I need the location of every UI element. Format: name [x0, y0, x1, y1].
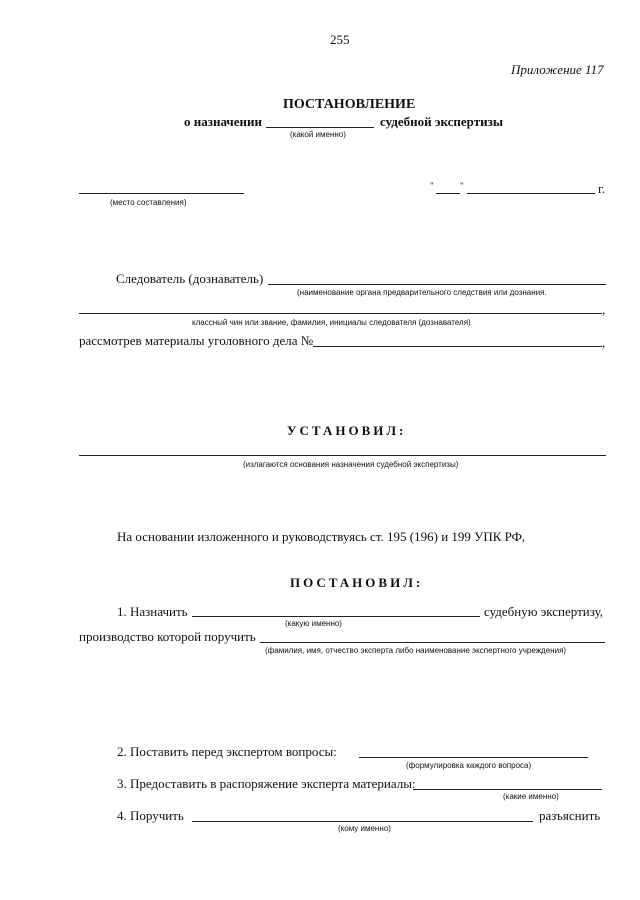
appendix-label: Приложение 117	[511, 62, 604, 77]
case-label: рассмотрев материалы уголовного дела №	[79, 333, 314, 348]
hint-kind: (какой именно)	[290, 130, 346, 139]
day-line[interactable]	[436, 193, 460, 194]
comma-1: ,	[602, 302, 606, 317]
year-suffix: г.	[598, 181, 606, 196]
hint-expert: (фамилия, имя, отчество эксперта либо наименование экспертного учреждения)	[265, 646, 567, 655]
hint-place: (место составления)	[110, 198, 187, 207]
assignee-line[interactable]	[192, 821, 533, 822]
expertise-type-line[interactable]	[192, 616, 480, 617]
item1-suffix: судебную экспертизу,	[484, 604, 604, 619]
item4-label: 4. Поручить	[117, 808, 184, 823]
document-title: ПОСТАНОВЛЕНИЕ	[283, 97, 416, 112]
hint-whom: (кому именно)	[338, 824, 391, 833]
hint-grounds: (излагаются основания назначения судебной экспертизы)	[243, 460, 459, 469]
established-heading: УСТАНОВИЛ:	[287, 423, 407, 438]
grounds-line[interactable]	[79, 455, 606, 456]
subtitle-prefix: о назначении	[184, 114, 263, 129]
item1-label: 1. Назначить	[117, 604, 188, 619]
quote-close: "	[460, 181, 464, 191]
quote-open: "	[430, 181, 434, 191]
hint-rank: классный чин или звание, фамилия, инициалы следователя (дознавателя)	[192, 318, 471, 327]
hint-which: (какую именно)	[285, 619, 342, 628]
rank-line[interactable]	[79, 313, 602, 314]
materials-line[interactable]	[413, 789, 602, 790]
item4-suffix: разъяснить	[539, 808, 601, 823]
comma-2: ,	[602, 335, 606, 350]
item2-label: 2. Поставить перед экспертом вопросы:	[117, 744, 337, 759]
hint-questions: (формулировка каждого вопроса)	[406, 761, 532, 770]
hint-materials: (какие именно)	[503, 792, 559, 801]
questions-line[interactable]	[359, 757, 588, 758]
production-label: производство которой поручить	[79, 629, 256, 644]
month-year-line[interactable]	[467, 193, 595, 194]
subtitle-suffix: судебной экспертизы	[380, 114, 503, 129]
place-line[interactable]	[79, 193, 244, 194]
investigator-label: Следователь (дознаватель)	[116, 271, 264, 286]
case-number-line[interactable]	[313, 346, 602, 347]
hint-organ: (наименование органа предварительного следствия или дознания.	[297, 288, 547, 297]
expert-line[interactable]	[260, 642, 605, 643]
item3-label: 3. Предоставить в распоряжение эксперта материалы:	[117, 776, 416, 791]
basis-text: На основании изложенного и руководствуясь ст. 195 (196) и 199 УПК РФ,	[117, 529, 526, 544]
page-number: 255	[330, 32, 350, 47]
resolved-heading: ПОСТАНОВИЛ:	[290, 575, 424, 590]
expertise-kind-line[interactable]	[266, 127, 374, 128]
organ-line[interactable]	[268, 284, 606, 285]
